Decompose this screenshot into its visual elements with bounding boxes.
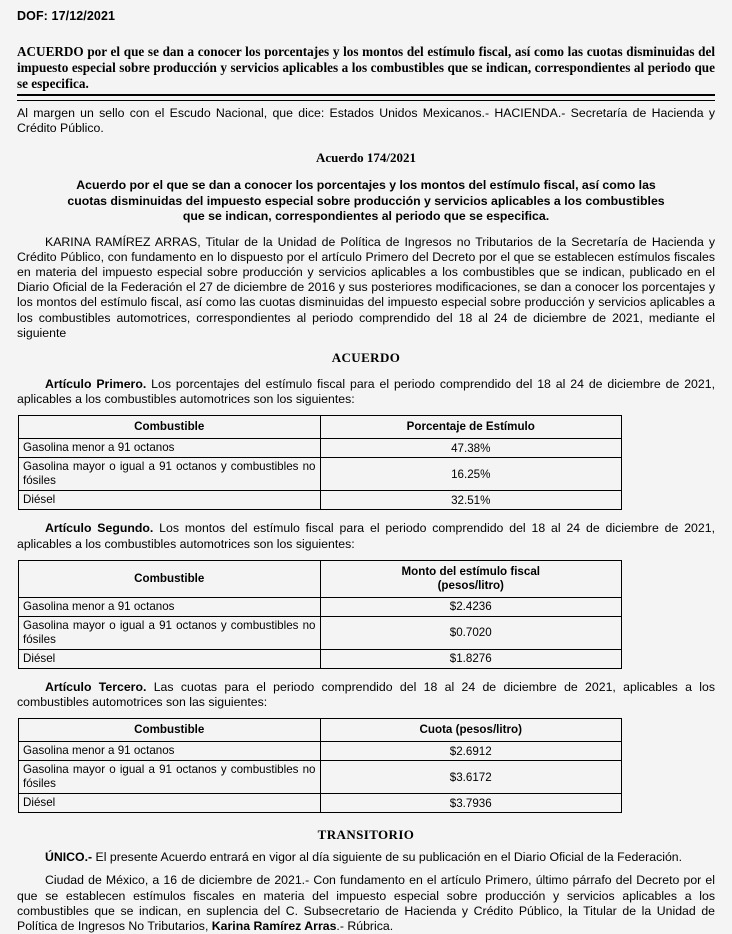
closing-paragraph xyxy=(17,873,715,934)
signer-name: Karina Ramírez Arras xyxy=(211,919,337,934)
unico-text: El presente Acuerdo entrará en vigor al día siguiente de su publicación en el Diario Oficial de la Federación. xyxy=(92,850,683,865)
table-row xyxy=(19,491,622,510)
article-paragraph xyxy=(17,521,715,551)
table-cell-value: $2.6912 xyxy=(320,742,622,761)
article-paragraph xyxy=(17,377,715,407)
table-header-cell: Monto del estímulo fiscal (pesos/litro) xyxy=(320,560,622,597)
table-cell-fuel: Gasolina menor a 91 octanos xyxy=(19,742,321,761)
table-header-cell: Combustible xyxy=(19,719,321,742)
article-block xyxy=(17,680,715,813)
table-header-row xyxy=(19,560,622,597)
table-cell-value: 47.38% xyxy=(320,439,622,458)
table-cell-value: $0.7020 xyxy=(320,616,622,649)
article-label: Artículo Segundo. xyxy=(45,521,154,536)
table-cell-value: $1.8276 xyxy=(320,649,622,668)
table-row xyxy=(19,458,622,491)
article-label: Artículo Tercero. xyxy=(45,679,147,694)
closing-text-part1: Ciudad de México, a 16 de diciembre de 2021.- Con fundamento en el artículo Primero, último párrafo del Decreto por el que se establecen estímulos fiscales en materia del impuesto especial sobre producción y servicios aplicables a los combustibles que se indican, en suplencia del C. Subsecretario de Hacienda y Crédito Público, la Titular de la Unidad de Política de Ingresos No Tributarios, xyxy=(17,873,715,934)
article-label: Artículo Primero. xyxy=(45,377,147,392)
table-row xyxy=(19,649,622,668)
table-header-cell: Combustible xyxy=(19,416,321,439)
table-cell-fuel: Diésel xyxy=(19,649,321,668)
acuerdo-section-heading: ACUERDO xyxy=(331,350,401,366)
article-block xyxy=(17,521,715,668)
table-row xyxy=(19,794,622,813)
table-row xyxy=(19,616,622,649)
table-cell-fuel: Diésel xyxy=(19,491,321,510)
unico-paragraph xyxy=(17,850,715,865)
article-paragraph xyxy=(17,680,715,710)
document-subtitle: Acuerdo por el que se dan a conocer los porcentajes y los montos del estímulo fiscal, así como las cuotas disminuidas del impuesto especial sobre producción y servicios aplicables a los combustibles que se indican, correspondientes al periodo que se especifica. xyxy=(67,178,665,224)
dof-date-header: DOF: 17/12/2021 xyxy=(17,9,116,23)
table-cell-value: $2.4236 xyxy=(320,597,622,616)
table-header-row xyxy=(19,416,622,439)
table-cell-fuel: Diésel xyxy=(19,794,321,813)
unico-label: ÚNICO.- xyxy=(45,850,93,865)
title-divider-rule xyxy=(17,100,715,101)
article-table xyxy=(18,718,622,813)
table-header-cell: Combustible xyxy=(19,560,321,597)
table-row xyxy=(19,742,622,761)
table-row xyxy=(19,597,622,616)
article-text: Las cuotas para el periodo comprendido del 18 al 24 de diciembre de 2021, aplicables a los combustibles automotrices son las siguientes: xyxy=(17,679,715,710)
table-cell-value: $3.6172 xyxy=(320,761,622,794)
table-cell-value: 16.25% xyxy=(320,458,622,491)
acuerdo-number-heading: Acuerdo 174/2021 xyxy=(315,150,417,166)
article-block xyxy=(17,377,715,510)
transitorio-heading: TRANSITORIO xyxy=(317,827,415,843)
article-text: Los montos del estímulo fiscal para el periodo comprendido del 18 al 24 de diciembre de 2021, aplicables a los combustibles automotrices son los siguientes: xyxy=(17,521,715,551)
article-text: Los porcentajes del estímulo fiscal para el periodo comprendido del 18 al 24 de diciembre de 2021, aplicables a los combustibles automotrices son los siguientes: xyxy=(17,377,715,407)
table-cell-value: $3.7936 xyxy=(320,794,622,813)
preamble-paragraph: KARINA RAMÍREZ ARRAS, Titular de la Unidad de Política de Ingresos no Tributarios de la Secretaría de Hacienda y Crédito Público, con fundamento en lo dispuesto por el artículo Primero del Decreto por el que se establecen estímulos fiscales en materia del impuesto especial sobre producción y servicios aplicables a los combustibles que se indican, publicado en el Diario Oficial de la Federación el 27 de diciembre de 2016 y sus posteriores modificaciones, se dan a conocer los porcentajes y los montos del estímulo fiscal, así como las cuotas disminuidas del impuesto especial sobre producción y servicios aplicables a los combustibles automotrices, correspondientes al periodo comprendido del 18 al 24 de diciembre de 2021, mediante el siguiente xyxy=(17,234,715,340)
table-row xyxy=(19,439,622,458)
margin-note-paragraph: Al margen un sello con el Escudo Nacional, que dice: Estados Unidos Mexicanos.- HACIENDA.- Secretaría de Hacienda y Crédito Público. xyxy=(17,106,715,136)
table-cell-fuel: Gasolina mayor o igual a 91 octanos y combustibles no fósiles xyxy=(19,616,321,649)
table-header-row xyxy=(19,719,622,742)
articles-container xyxy=(17,377,715,813)
article-table xyxy=(18,560,622,669)
table-header-cell: Cuota (pesos/litro) xyxy=(320,719,622,742)
table-row xyxy=(19,761,622,794)
table-cell-fuel: Gasolina menor a 91 octanos xyxy=(19,439,321,458)
table-cell-fuel: Gasolina menor a 91 octanos xyxy=(19,597,321,616)
article-table xyxy=(18,415,622,510)
table-cell-fuel: Gasolina mayor o igual a 91 octanos y combustibles no fósiles xyxy=(19,761,321,794)
table-cell-fuel: Gasolina mayor o igual a 91 octanos y combustibles no fósiles xyxy=(19,458,321,491)
table-header-cell: Porcentaje de Estímulo xyxy=(320,416,622,439)
table-cell-value: 32.51% xyxy=(320,491,622,510)
document-title: ACUERDO por el que se dan a conocer los porcentajes y los montos del estímulo fiscal, así como las cuotas disminuidas del impuesto especial sobre producción y servicios aplicables a los combustibles que se indican, correspondientes al periodo que se especifica. xyxy=(17,44,715,96)
closing-text-part2: .- Rúbrica. xyxy=(336,919,394,934)
